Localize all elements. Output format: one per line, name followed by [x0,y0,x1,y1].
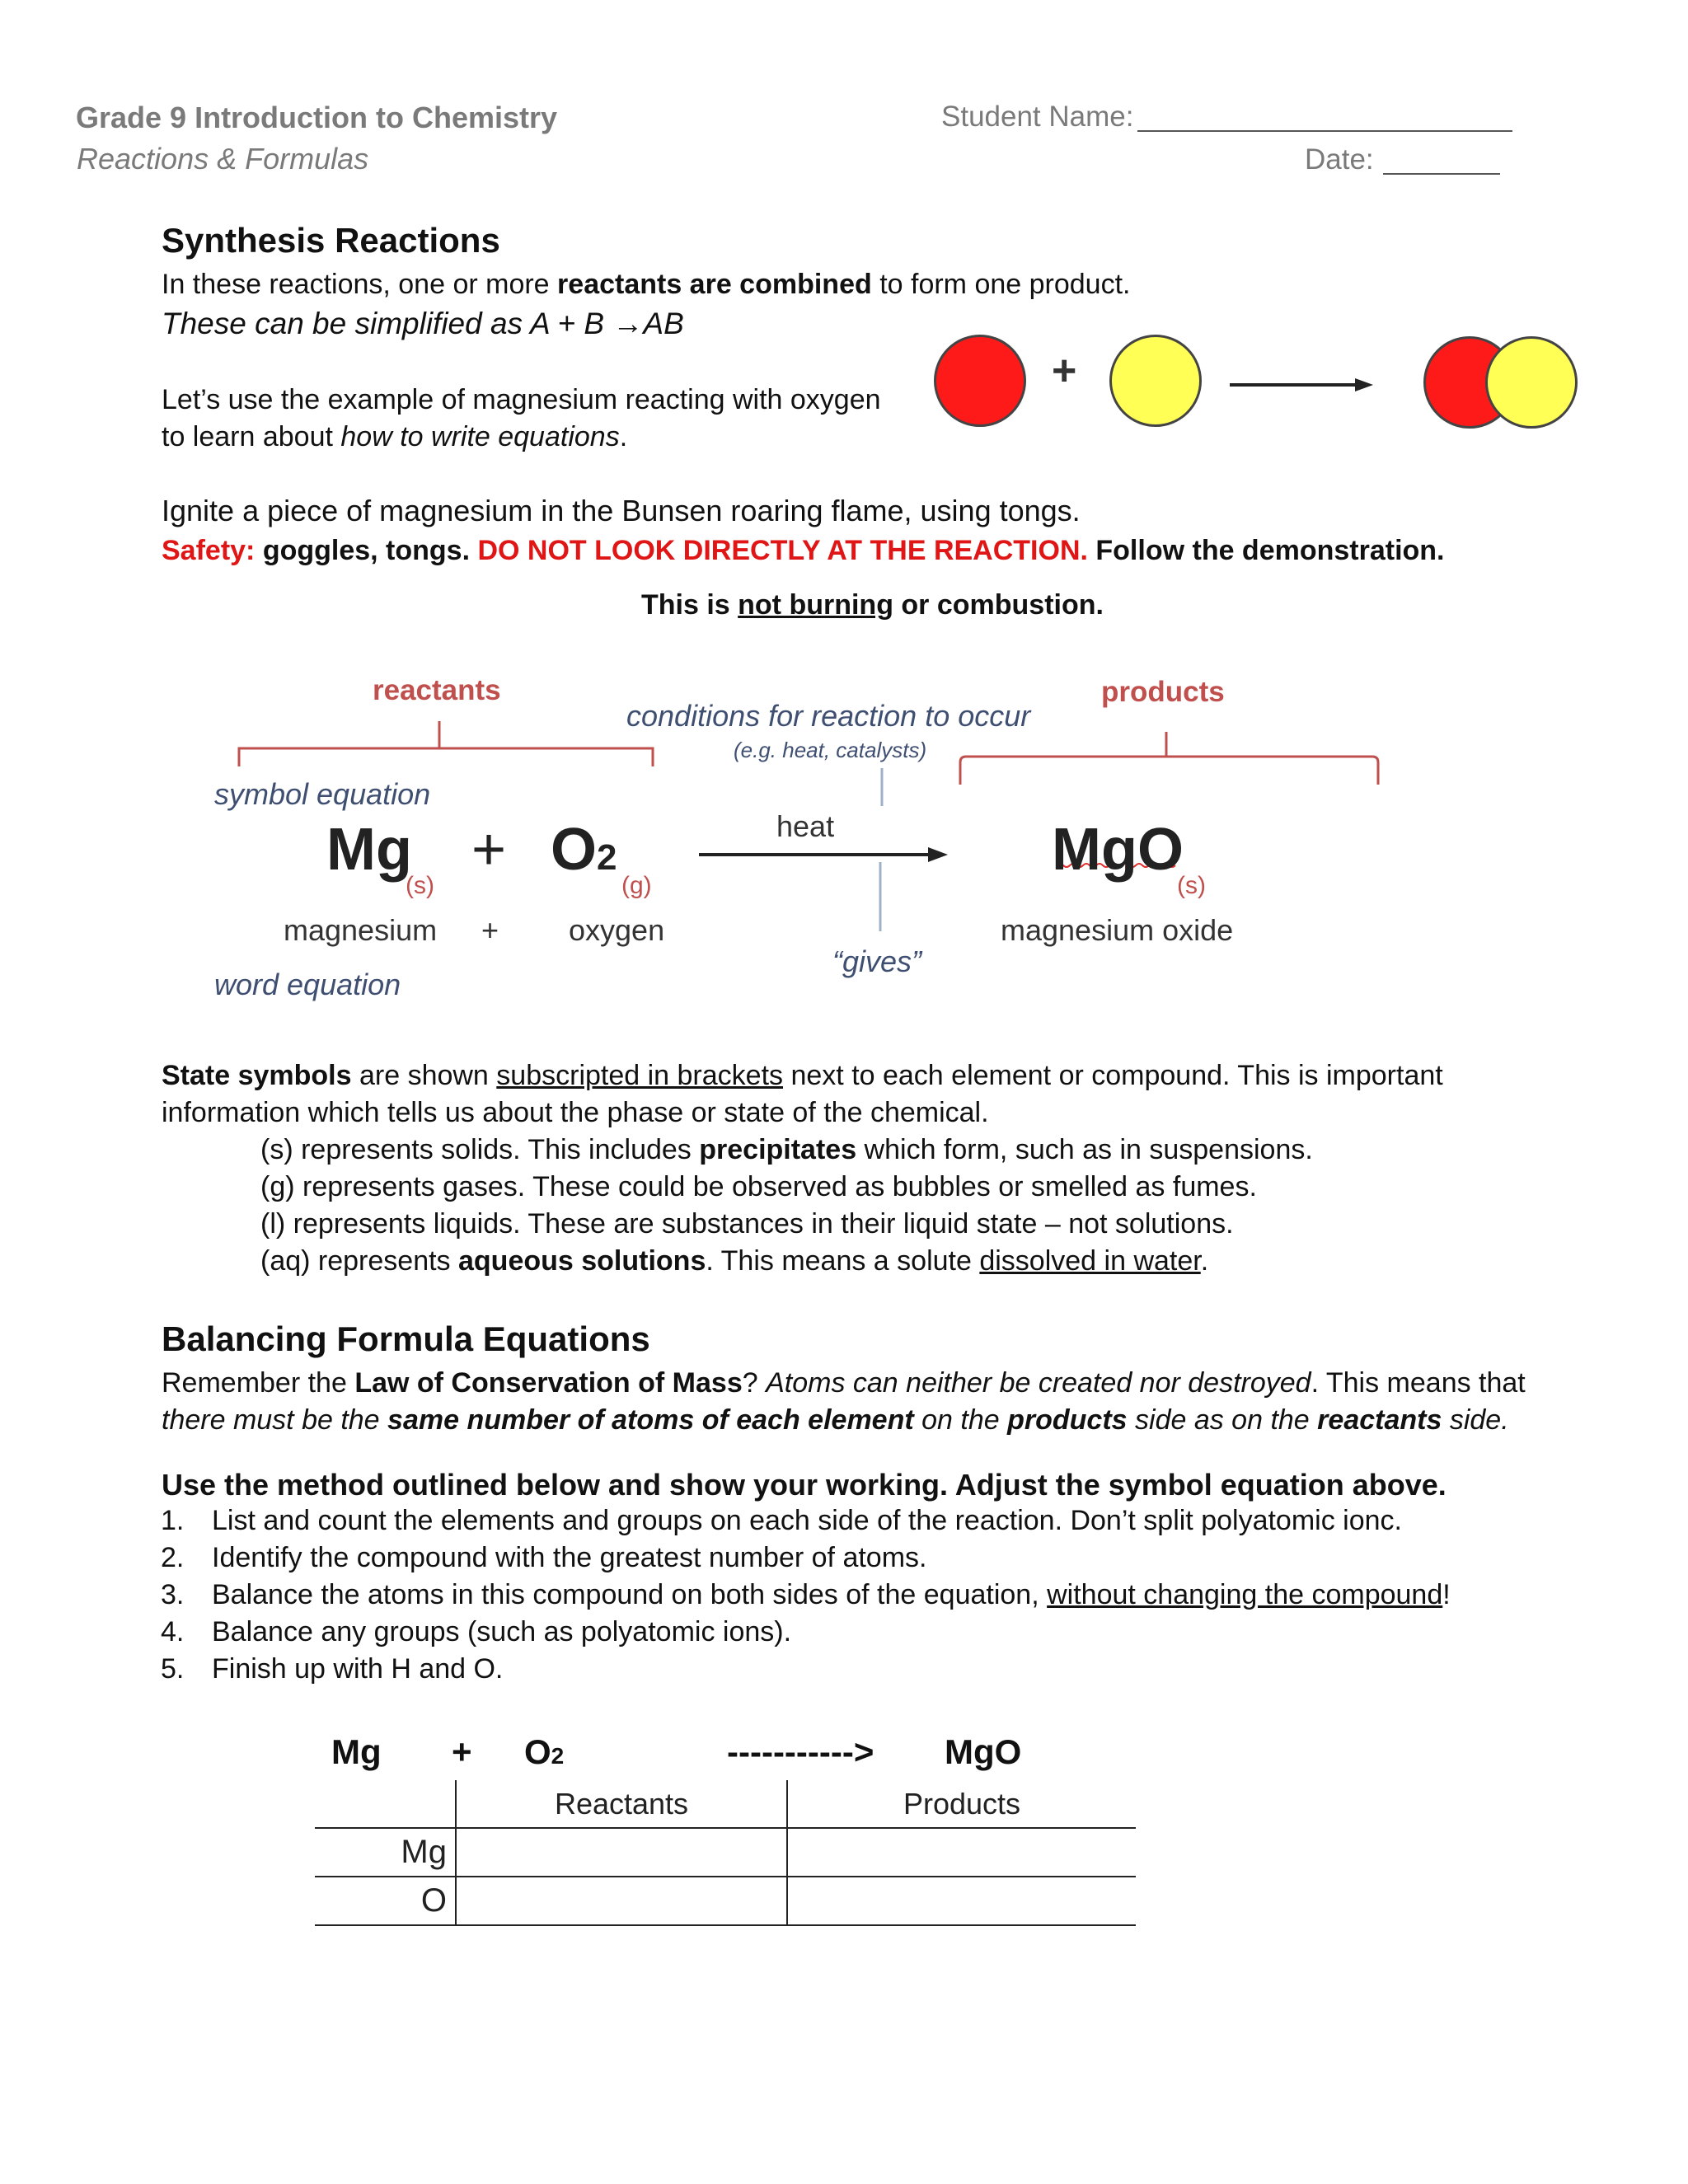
safety-line: Safety: goggles, tongs. DO NOT LOOK DIRECTLY AT THE REACTION. Follow the demonstration. [162,535,1445,566]
heat-condition: heat [776,809,835,843]
o2-symbol: O2 [551,817,617,883]
symbol-equation-label: symbol equation [214,777,431,811]
state-symbols-line-1: State symbols are shown subscripted in brackets next to each element or compound. This is important [162,1060,1443,1091]
word-equation-label: word equation [214,968,401,1001]
gives-label: “gives” [832,944,922,978]
state-symbols-line-2: information which tells us about the phase or state of the chemical. [162,1097,989,1128]
mg-symbol: Mg [326,817,412,883]
example-line-2: to learn about how to write equations. [162,421,628,452]
conditions-label: conditions for reaction to occur [626,699,1031,733]
mg-products-cell[interactable] [787,1828,1136,1877]
conditions-example: (e.g. heat, catalysts) [734,738,927,762]
table-corner [315,1780,456,1828]
reactants-column-header: Reactants [456,1780,787,1828]
model-plus: + [1052,347,1077,395]
worksheet-mg: Mg [331,1732,382,1771]
o-products-cell[interactable] [787,1877,1136,1925]
step-2: 2. Identify the compound with the greatest number of atoms. [161,1542,927,1573]
row-label-mg: Mg [315,1828,456,1877]
conservation-line-1: Remember the Law of Conservation of Mass? Atoms can neither be created nor destroyed. This means that [162,1367,1526,1399]
mgo-state: (s) [1177,872,1206,899]
mg-reactants-cell[interactable] [456,1828,787,1877]
oxygen-word: oxygen [569,913,665,947]
state-solid: (s) represents solids. This includes precipitates which form, such as in suspensions. [260,1134,1313,1165]
table-row [315,1877,1136,1925]
magnesium-word: magnesium [284,913,438,947]
worksheet-mgo: MgO [945,1732,1022,1771]
word-plus: + [481,913,499,947]
unit-title: Reactions & Formulas [77,142,369,176]
state-liquid: (l) represents liquids. These are substances in their liquid state – not solutions. [260,1208,1234,1240]
worksheet-arrow: -----------> [727,1732,874,1771]
state-aqueous: (aq) represents aqueous solutions. This means a solute dissolved in water. [260,1245,1209,1277]
mgo-symbol: MgO [1052,817,1184,883]
magnesium-oxide-word: magnesium oxide [1001,913,1234,947]
ignite-instruction: Ignite a piece of magnesium in the Bunsen roaring flame, using tongs. [162,494,1081,527]
not-burning-note: This is not burning or combustion. [641,589,1104,621]
date-label: Date: [1305,143,1374,176]
step-4: 4. Balance any groups (such as polyatomic ions). [161,1616,792,1647]
balancing-table [315,1780,1136,1926]
example-line-1: Let’s use the example of magnesium reacting with oxygen [162,384,881,415]
worksheet-plus: + [452,1732,472,1771]
conservation-line-2: there must be the same number of atoms of each element on the products side as on the reactants side. [162,1404,1509,1436]
method-heading: Use the method outlined below and show your working. Adjust the symbol equation above. [162,1468,1447,1502]
student-name-label: Student Name: [941,101,1134,133]
mg-state: (s) [406,872,434,899]
reactant-plus: + [471,817,507,883]
synthesis-heading: Synthesis Reactions [162,221,500,260]
balancing-heading: Balancing Formula Equations [162,1319,650,1358]
reactants-label: reactants [373,674,501,706]
step-3: 3. Balance the atoms in this compound on both sides of the equation, without changing the compound! [161,1579,1451,1610]
row-label-o: O [315,1877,456,1925]
o-reactants-cell[interactable] [456,1877,787,1925]
synthesis-intro: In these reactions, one or more reactants are combined to form one product. [162,269,1131,300]
worksheet-o2: O2 [524,1732,565,1771]
step-5: 5. Finish up with H and O. [161,1653,504,1685]
table-row [315,1828,1136,1877]
o2-state: (g) [621,872,652,899]
products-column-header: Products [787,1780,1136,1828]
state-gas: (g) represents gases. These could be observed as bubbles or smelled as fumes. [260,1171,1257,1202]
diagram-brackets [0,0,1688,1038]
step-1: 1. List and count the elements and groups on each side of the reaction. Don’t split polyatomic ionc. [161,1505,1402,1536]
products-label: products [1101,676,1225,708]
course-title: Grade 9 Introduction to Chemistry [76,101,558,134]
synthesis-simplified: These can be simplified as A + B →AB [162,307,684,340]
table-header-row [315,1780,1136,1828]
